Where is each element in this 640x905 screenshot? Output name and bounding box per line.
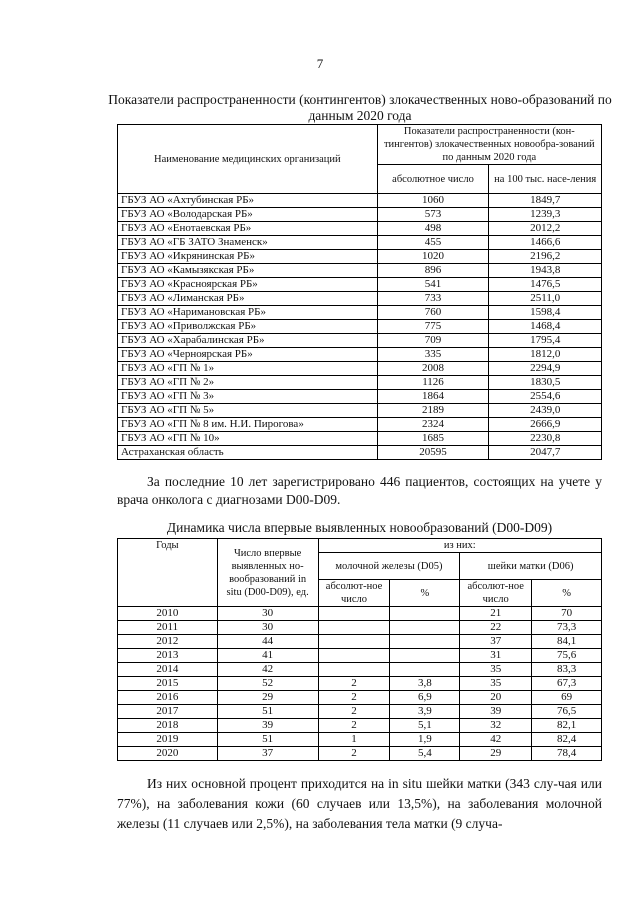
breast-pct-cell [390, 635, 460, 649]
breast-pct-cell [390, 621, 460, 635]
total-cell: 42 [217, 663, 318, 677]
absolute-count: 20595 [377, 446, 489, 460]
cervix-pct-cell: 83,3 [532, 663, 602, 677]
cervix-pct-cell: 82,1 [532, 719, 602, 733]
cervix-pct-cell: 70 [532, 607, 602, 621]
table-row [118, 691, 602, 705]
cervix-pct-cell: 78,4 [532, 747, 602, 761]
year-cell: 2018 [118, 719, 218, 733]
year-cell: 2012 [118, 635, 218, 649]
rate-per-100k: 1476,5 [489, 278, 602, 292]
organization-name: ГБУЗ АО «Наримановская РБ» [118, 306, 378, 320]
year-cell: 2011 [118, 621, 218, 635]
table-row [118, 635, 602, 649]
organization-name: ГБУЗ АО «Харабалинская РБ» [118, 334, 378, 348]
breast-abs-cell [318, 607, 390, 621]
rate-per-100k: 1239,3 [489, 208, 602, 222]
year-cell: 2017 [118, 705, 218, 719]
col-header-of-them: из них: [318, 539, 601, 553]
paragraph-2-text: Из них основной процент приходится на in situ шейки матки (343 слу-чая или 77%), на заболевания кожи (60 случаев или 13,5%), на заболевания молочной железы (11 случаев или 2,5%), на заболевания тела матки (9 случа- [117, 776, 602, 831]
paragraph-1-text: За последние 10 лет зарегистрировано 446 пациентов, состоящих на учете у врача онколога с диагнозами D00-D09. [117, 474, 602, 507]
organization-name: ГБУЗ АО «ГП № 2» [118, 376, 378, 390]
year-cell: 2014 [118, 663, 218, 677]
absolute-count: 775 [377, 320, 489, 334]
absolute-count: 1685 [377, 432, 489, 446]
organization-name: Астраханская область [118, 446, 378, 460]
rate-per-100k: 1849,7 [489, 194, 602, 208]
col-header-breast: молочной железы (D05) [318, 553, 460, 580]
organization-name: ГБУЗ АО «Лиманская РБ» [118, 292, 378, 306]
dynamics-table [117, 538, 602, 761]
table-row [118, 607, 602, 621]
table1-title: Показатели распространенности (контингентов) злокачественных ново-образований по данным 2020 года [108, 92, 612, 123]
breast-abs-cell: 2 [318, 719, 390, 733]
col-header-cervix-pct: % [532, 580, 602, 607]
breast-pct-cell [390, 607, 460, 621]
table-row [118, 747, 602, 761]
absolute-count: 573 [377, 208, 489, 222]
cervix-abs-cell: 35 [460, 677, 532, 691]
absolute-count: 1864 [377, 390, 489, 404]
table-row [118, 390, 602, 404]
total-cell: 51 [217, 733, 318, 747]
rate-per-100k: 1830,5 [489, 376, 602, 390]
cervix-abs-cell: 31 [460, 649, 532, 663]
absolute-count: 2189 [377, 404, 489, 418]
absolute-count: 455 [377, 236, 489, 250]
total-cell: 39 [217, 719, 318, 733]
table-row [118, 348, 602, 362]
table-row [118, 264, 602, 278]
col-header-cervix: шейки матки (D06) [460, 553, 602, 580]
dynamics-table-body [118, 607, 602, 761]
rate-per-100k: 1466,6 [489, 236, 602, 250]
breast-pct-cell: 3,9 [390, 705, 460, 719]
table-row [118, 621, 602, 635]
cervix-abs-cell: 29 [460, 747, 532, 761]
breast-pct-cell [390, 649, 460, 663]
organization-name: ГБУЗ АО «Красноярская РБ» [118, 278, 378, 292]
absolute-count: 1020 [377, 250, 489, 264]
absolute-count: 2008 [377, 362, 489, 376]
organization-name: ГБУЗ АО «ГП № 8 им. Н.И. Пирогова» [118, 418, 378, 432]
rate-per-100k: 2554,6 [489, 390, 602, 404]
table-row [118, 677, 602, 691]
breast-abs-cell [318, 663, 390, 677]
cervix-abs-cell: 22 [460, 621, 532, 635]
table-row [118, 719, 602, 733]
total-cell: 41 [217, 649, 318, 663]
absolute-count: 896 [377, 264, 489, 278]
breast-abs-cell [318, 635, 390, 649]
cervix-abs-cell: 39 [460, 705, 532, 719]
rate-per-100k: 2511,0 [489, 292, 602, 306]
table-row [118, 432, 602, 446]
table-row [118, 334, 602, 348]
rate-per-100k: 2439,0 [489, 404, 602, 418]
table-row [118, 194, 602, 208]
absolute-count: 335 [377, 348, 489, 362]
table-row [118, 376, 602, 390]
table-row [118, 292, 602, 306]
cervix-pct-cell: 75,6 [532, 649, 602, 663]
table-row [118, 404, 602, 418]
cervix-pct-cell: 76,5 [532, 705, 602, 719]
rate-per-100k: 2666,9 [489, 418, 602, 432]
table-row [118, 649, 602, 663]
prevalence-table [117, 124, 602, 460]
rate-per-100k: 1943,8 [489, 264, 602, 278]
table-row [118, 306, 602, 320]
organization-name: ГБУЗ АО «Черноярская РБ» [118, 348, 378, 362]
breast-abs-cell [318, 649, 390, 663]
total-cell: 52 [217, 677, 318, 691]
breast-pct-cell: 5,1 [390, 719, 460, 733]
table-row [118, 236, 602, 250]
col-header-absolute: абсолютное число [377, 165, 489, 194]
breast-abs-cell: 2 [318, 677, 390, 691]
organization-name: ГБУЗ АО «ГП № 10» [118, 432, 378, 446]
year-cell: 2015 [118, 677, 218, 691]
table-row [118, 446, 602, 460]
table-row [118, 320, 602, 334]
table-row [118, 418, 602, 432]
rate-per-100k: 2230,8 [489, 432, 602, 446]
col-header-breast-abs: абсолют-ное число [318, 580, 390, 607]
cervix-pct-cell: 69 [532, 691, 602, 705]
col-header-cervix-abs: абсолют-ное число [460, 580, 532, 607]
rate-per-100k: 2294,9 [489, 362, 602, 376]
table2-title: Динамика числа впервые выявленных новообразований (D00-D09) [166, 520, 553, 535]
absolute-count: 760 [377, 306, 489, 320]
year-cell: 2020 [118, 747, 218, 761]
rate-per-100k: 2196,2 [489, 250, 602, 264]
absolute-count: 1126 [377, 376, 489, 390]
total-cell: 51 [217, 705, 318, 719]
breast-abs-cell: 2 [318, 691, 390, 705]
year-cell: 2019 [118, 733, 218, 747]
organization-name: ГБУЗ АО «Камызякская РБ» [118, 264, 378, 278]
col-header-total: Число впервые выявленных но-вообразований in situ (D00-D09), ед. [217, 539, 318, 607]
total-cell: 30 [217, 607, 318, 621]
rate-per-100k: 1468,4 [489, 320, 602, 334]
cervix-abs-cell: 20 [460, 691, 532, 705]
table-row [118, 663, 602, 677]
prevalence-table-body [118, 194, 602, 460]
col-header-breast-pct: % [390, 580, 460, 607]
rate-per-100k: 1598,4 [489, 306, 602, 320]
organization-name: ГБУЗ АО «ГП № 3» [118, 390, 378, 404]
total-cell: 37 [217, 747, 318, 761]
paragraph-main-percentage [117, 774, 602, 834]
absolute-count: 498 [377, 222, 489, 236]
cervix-abs-cell: 42 [460, 733, 532, 747]
breast-abs-cell: 2 [318, 747, 390, 761]
breast-abs-cell: 1 [318, 733, 390, 747]
year-cell: 2010 [118, 607, 218, 621]
table-row [118, 208, 602, 222]
year-cell: 2013 [118, 649, 218, 663]
breast-pct-cell: 5,4 [390, 747, 460, 761]
col-header-prevalence-group: Показатели распространенности (кон-тингентов) злокачественных новообра-зований по данным 2020 года [377, 125, 601, 165]
organization-name: ГБУЗ АО «Ахтубинская РБ» [118, 194, 378, 208]
year-cell: 2016 [118, 691, 218, 705]
absolute-count: 709 [377, 334, 489, 348]
total-cell: 30 [217, 621, 318, 635]
organization-name: ГБУЗ АО «Енотаевская РБ» [118, 222, 378, 236]
paragraph-registered-patients [117, 473, 602, 509]
organization-name: ГБУЗ АО «Приволжская РБ» [118, 320, 378, 334]
breast-pct-cell: 6,9 [390, 691, 460, 705]
absolute-count: 733 [377, 292, 489, 306]
table-row [118, 250, 602, 264]
table-row [118, 278, 602, 292]
cervix-abs-cell: 35 [460, 663, 532, 677]
cervix-abs-cell: 32 [460, 719, 532, 733]
total-cell: 44 [217, 635, 318, 649]
cervix-pct-cell: 73,3 [532, 621, 602, 635]
col-header-organization: Наименование медицинских организаций [118, 125, 378, 194]
organization-name: ГБУЗ АО «ГП № 1» [118, 362, 378, 376]
page-number: 7 [316, 56, 324, 71]
cervix-pct-cell: 67,3 [532, 677, 602, 691]
cervix-abs-cell: 21 [460, 607, 532, 621]
rate-per-100k: 2047,7 [489, 446, 602, 460]
cervix-abs-cell: 37 [460, 635, 532, 649]
breast-pct-cell: 3,8 [390, 677, 460, 691]
organization-name: ГБУЗ АО «ГП № 5» [118, 404, 378, 418]
breast-abs-cell: 2 [318, 705, 390, 719]
absolute-count: 541 [377, 278, 489, 292]
rate-per-100k: 2012,2 [489, 222, 602, 236]
table-row [118, 705, 602, 719]
table-row [118, 733, 602, 747]
organization-name: ГБУЗ АО «ГБ ЗАТО Знаменск» [118, 236, 378, 250]
breast-pct-cell [390, 663, 460, 677]
organization-name: ГБУЗ АО «Володарская РБ» [118, 208, 378, 222]
breast-abs-cell [318, 621, 390, 635]
total-cell: 29 [217, 691, 318, 705]
rate-per-100k: 1812,0 [489, 348, 602, 362]
rate-per-100k: 1795,4 [489, 334, 602, 348]
col-header-rate: на 100 тыс. насе-ления [489, 165, 602, 194]
absolute-count: 1060 [377, 194, 489, 208]
cervix-pct-cell: 82,4 [532, 733, 602, 747]
col-header-years: Годы [118, 539, 218, 607]
breast-pct-cell: 1,9 [390, 733, 460, 747]
organization-name: ГБУЗ АО «Икрянинская РБ» [118, 250, 378, 264]
absolute-count: 2324 [377, 418, 489, 432]
table-row [118, 362, 602, 376]
cervix-pct-cell: 84,1 [532, 635, 602, 649]
table-row [118, 222, 602, 236]
